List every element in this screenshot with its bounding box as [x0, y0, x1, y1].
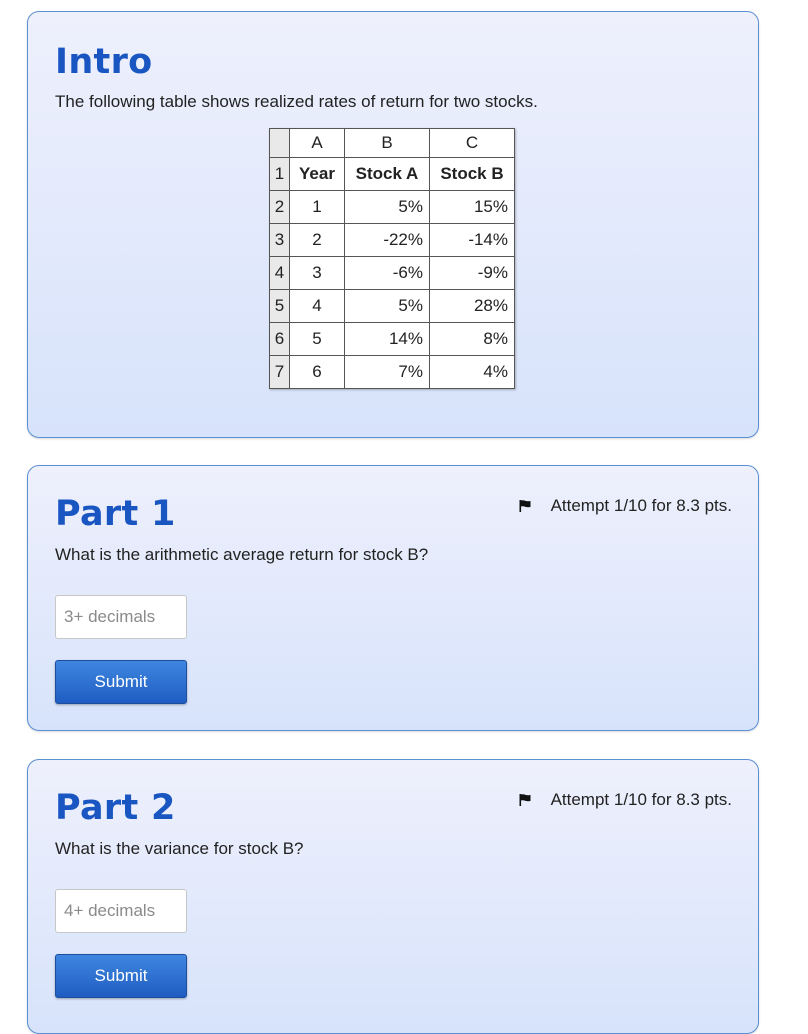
row-number: 1 — [270, 158, 290, 191]
year-cell: 3 — [290, 257, 345, 290]
intro-card — [27, 11, 759, 438]
part2-submit-button[interactable]: Submit — [55, 954, 187, 998]
flag-icon — [519, 500, 531, 512]
part2-attempt-text: Attempt 1/10 for 8.3 pts. — [550, 790, 732, 809]
stock-b-cell: 4% — [430, 356, 515, 389]
year-cell: 1 — [290, 191, 345, 224]
row-number: 4 — [270, 257, 290, 290]
part1-question: What is the arithmetic average return for stock B? — [55, 545, 429, 564]
year-cell: 4 — [290, 290, 345, 323]
row-number: 3 — [270, 224, 290, 257]
stock-b-cell: 8% — [430, 323, 515, 356]
header-row — [270, 158, 515, 191]
part2-title: Part 2 — [55, 788, 176, 828]
year-cell: 5 — [290, 323, 345, 356]
year-cell: 2 — [290, 224, 345, 257]
column-letter-row — [270, 129, 515, 158]
stock-a-cell: -22% — [345, 224, 430, 257]
table-row — [270, 191, 515, 224]
part1-card — [27, 465, 759, 731]
part2-card — [27, 759, 759, 1034]
table-row — [270, 224, 515, 257]
stock-a-cell: -6% — [345, 257, 430, 290]
stock-a-cell: 7% — [345, 356, 430, 389]
year-cell: 6 — [290, 356, 345, 389]
column-letter: B — [345, 129, 430, 158]
stock-b-cell: -9% — [430, 257, 515, 290]
header-year: Year — [290, 158, 345, 191]
stock-a-cell: 14% — [345, 323, 430, 356]
returns-table — [269, 128, 515, 389]
table-row — [270, 323, 515, 356]
row-number: 6 — [270, 323, 290, 356]
intro-title: Intro — [55, 42, 153, 82]
header-stock-b: Stock B — [430, 158, 515, 191]
row-number: 7 — [270, 356, 290, 389]
column-letter: A — [290, 129, 345, 158]
corner-cell — [270, 129, 290, 158]
part1-answer-input[interactable] — [55, 595, 187, 639]
part2-answer-input[interactable] — [55, 889, 187, 933]
part2-question: What is the variance for stock B? — [55, 839, 304, 858]
stock-b-cell: -14% — [430, 224, 515, 257]
stock-b-cell: 15% — [430, 191, 515, 224]
part1-title: Part 1 — [55, 494, 176, 534]
row-number: 5 — [270, 290, 290, 323]
part2-attempt-info — [519, 790, 732, 810]
flag-icon — [519, 794, 531, 806]
table-row — [270, 290, 515, 323]
stock-a-cell: 5% — [345, 191, 430, 224]
table-row — [270, 257, 515, 290]
header-stock-a: Stock A — [345, 158, 430, 191]
intro-description: The following table shows realized rates of return for two stocks. — [55, 92, 538, 111]
part1-attempt-info — [519, 496, 732, 516]
stock-b-cell: 28% — [430, 290, 515, 323]
part1-submit-button[interactable]: Submit — [55, 660, 187, 704]
column-letter: C — [430, 129, 515, 158]
row-number: 2 — [270, 191, 290, 224]
stock-a-cell: 5% — [345, 290, 430, 323]
part1-attempt-text: Attempt 1/10 for 8.3 pts. — [550, 496, 732, 515]
table-row — [270, 356, 515, 389]
